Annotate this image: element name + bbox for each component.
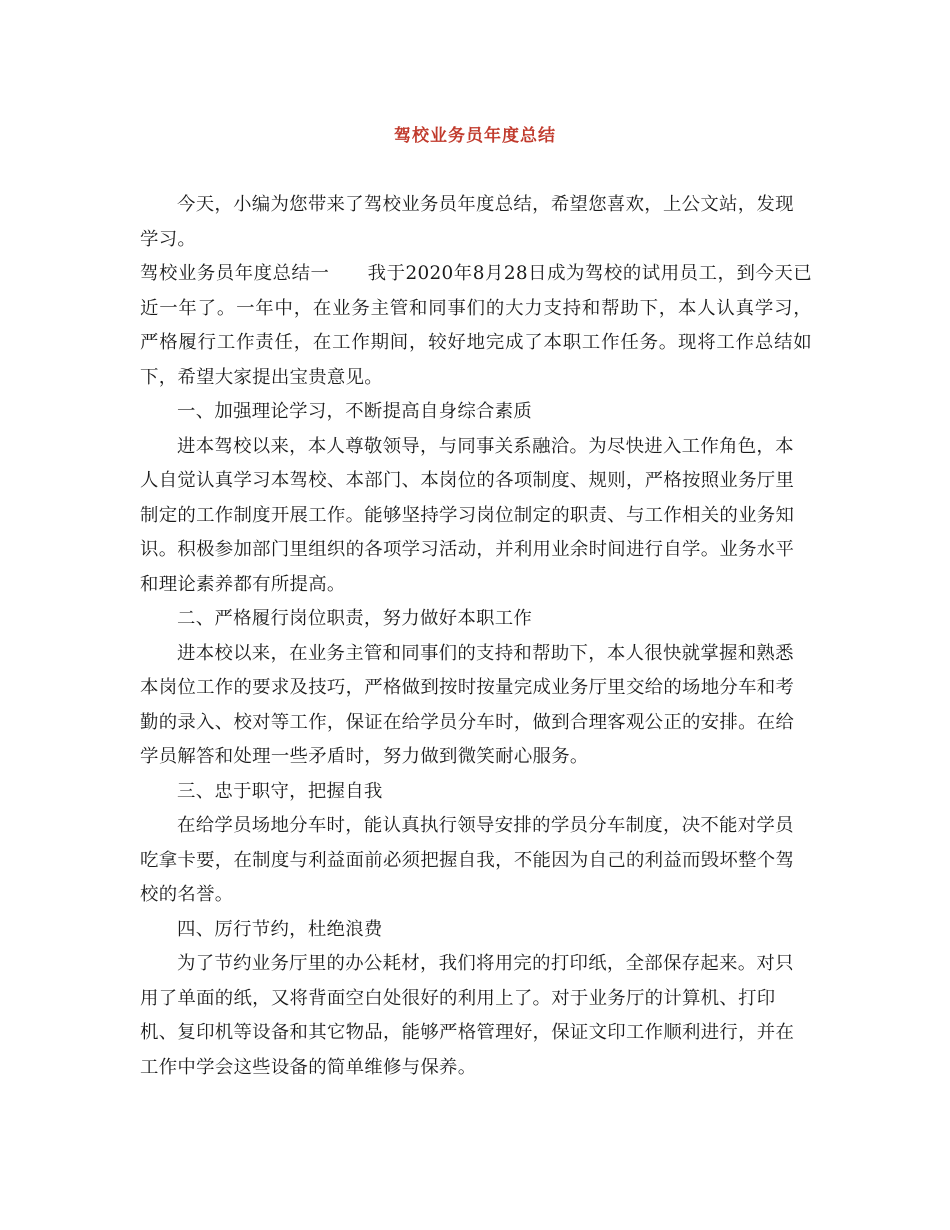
section-body: 在给学员场地分车时，能认真执行领导安排的学员分车制度，决不能对学员吃拿卡要，在制度与利益面前必须把握自我，不能因为自己的利益而毁坏整个驾校的名誉。 <box>140 815 795 905</box>
part-one-paragraph <box>140 257 812 395</box>
section-body: 为了节约业务厅里的办公耗材，我们将用完的打印纸，全部保存起来。对只用了单面的纸，又将背面空白处很好的利用上了。对于业务厅的计算机、打印机、复印机等设备和其它物品，能够严格管理好，保证文印工作顺利进行，并在工作中学会这些设备的简单维修与保养。 <box>140 953 795 1078</box>
section-heading: 一、加强理论学习，不断提高自身综合素质 <box>177 401 533 422</box>
section-heading: 二、严格履行岗位职责，努力做好本职工作 <box>177 608 533 629</box>
section-body: 进本驾校以来，本人尊敬领导，与同事关系融洽。为尽快进入工作角色，本人自觉认真学习本驾校、本部门、本岗位的各项制度、规则，严格按照业务厅里制定的工作制度开展工作。能够坚持学习岗位制定的职责、与工作相关的业务知识。积极参加部门里组织的各项学习活动，并利用业余时间进行自学。业务水平和理论素养都有所提高。 <box>140 435 795 595</box>
section-heading: 三、忠于职守，把握自我 <box>177 780 383 802</box>
intro-paragraph: 今天，小编为您带来了驾校业务员年度总结，希望您喜欢，上公文站，发现学习。 <box>140 194 794 250</box>
document-title: 驾校业务员年度总结 <box>394 126 556 146</box>
document-body <box>140 188 812 1085</box>
part-opening-text: 我于2020年8月28日成为驾校的试用员工，到今天已近一年了。一年中，在业务主管和同事们的大力支持和帮助下，本人认真学习，严格履行工作责任，在工作期间，较好地完成了本职工作任务。现将工作总结如下，希望大家提出宝贵意见。 <box>140 263 812 388</box>
section-body: 进本校以来，在业务主管和同事们的支持和帮助下，本人很快就掌握和熟悉本岗位工作的要求及技巧，严格做到按时按量完成业务厅里交给的场地分车和考勤的录入、校对等工作，保证在给学员分车时，做到合理客观公正的安排。在给学员解答和处理一些矛盾时，努力做到微笑耐心服务。 <box>140 642 795 767</box>
part-heading: 驾校业务员年度总结一 <box>140 263 330 284</box>
section-heading: 四、厉行节约，杜绝浪费 <box>177 918 383 940</box>
